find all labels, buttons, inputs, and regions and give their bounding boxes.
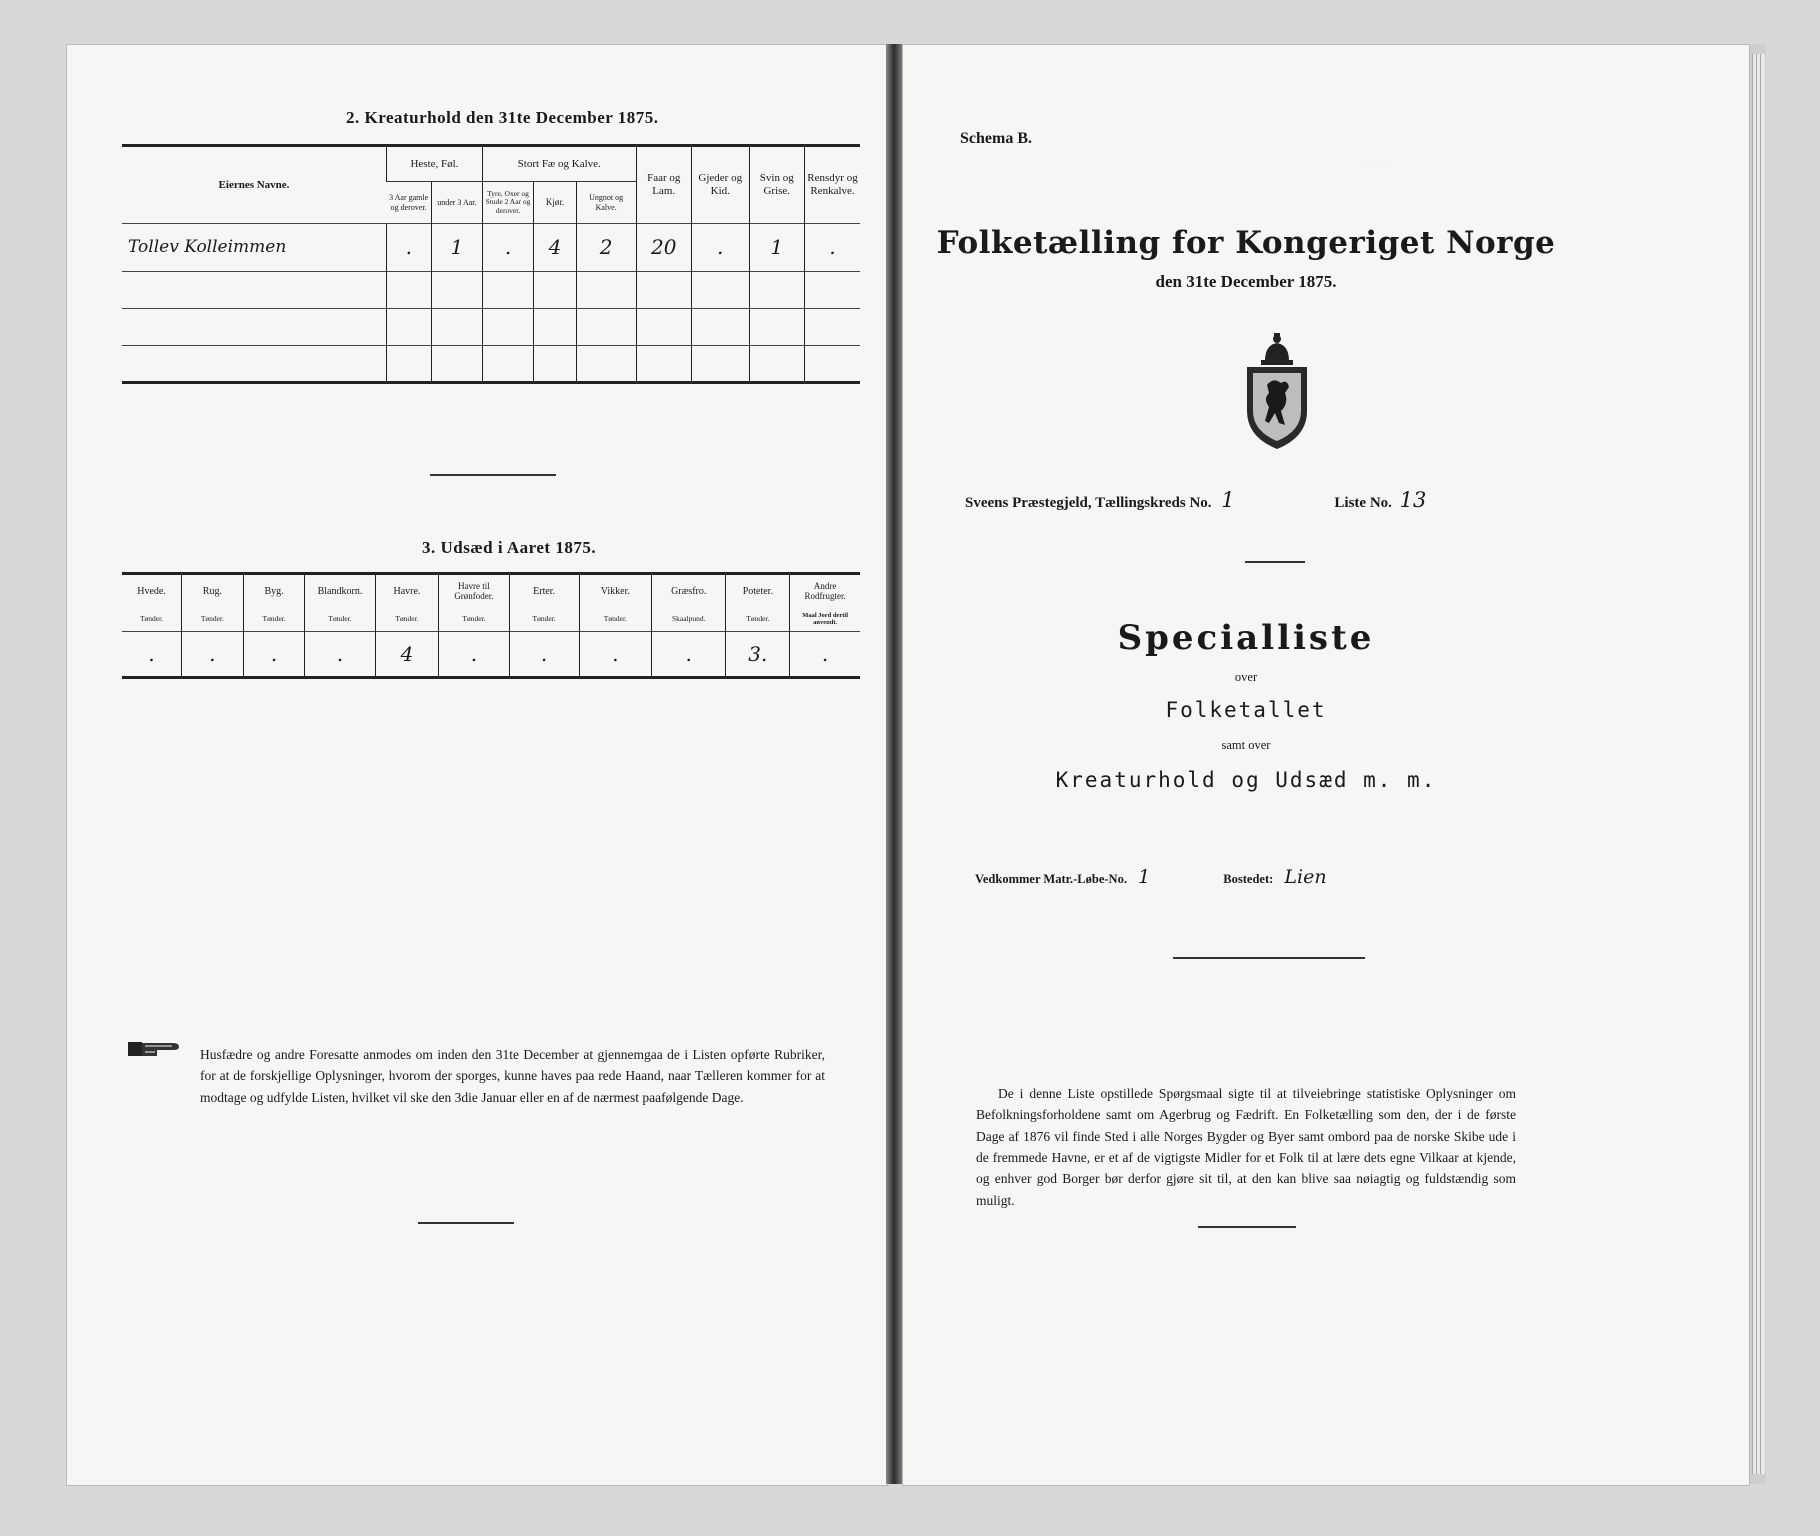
seed-table xyxy=(122,572,860,679)
separator-line xyxy=(1245,561,1305,563)
main-subtitle: den 31te December 1875. xyxy=(1155,272,1337,291)
table-cell: 4 xyxy=(534,224,577,272)
stort-sub-a: Tyre, Oxer og Stude 2 Aar og derover. xyxy=(482,182,533,224)
table-cell: ․ xyxy=(386,224,431,272)
stort-sub-c: Ungnot og Kalve. xyxy=(576,182,636,224)
book-gutter xyxy=(886,44,902,1484)
over-text: over xyxy=(1234,670,1258,684)
section2-title: 2. Kreaturhold den 31te December 1875. xyxy=(346,108,659,127)
liste-label: Liste No. xyxy=(1334,495,1392,511)
table-cell: ․ xyxy=(652,632,726,678)
unit-cell: Tønder. xyxy=(439,608,509,632)
parish-line xyxy=(965,488,1426,512)
col-erter: Erter. xyxy=(509,574,579,608)
bleedthrough: · · · · · xyxy=(1360,160,1392,174)
main-title: Folketælling for Kongeriget Norge xyxy=(936,225,1556,261)
unit-cell: Tønder. xyxy=(509,608,579,632)
col-havre: Havre. xyxy=(375,574,439,608)
table-row xyxy=(122,224,860,272)
svin-header: Svin og Grise. xyxy=(749,146,804,224)
col-rug: Rug. xyxy=(182,574,244,608)
col-byg: Byg. xyxy=(243,574,305,608)
table-cell: 3. xyxy=(726,632,790,678)
parish-label: Sveens Præstegjeld, Tællingskreds No. xyxy=(965,495,1212,511)
liste-number: 13 xyxy=(1399,488,1427,512)
separator-line xyxy=(1198,1226,1296,1228)
table-cell: ․ xyxy=(805,224,861,272)
schema-label: Schema B. xyxy=(960,130,1032,147)
faar-header: Faar og Lam. xyxy=(636,146,691,224)
parish-number: 1 xyxy=(1221,488,1235,512)
matr-line xyxy=(975,866,1327,888)
table-cell: 20 xyxy=(636,224,691,272)
rensdyr-header: Rensdyr og Renkalve. xyxy=(805,146,861,224)
pointing-hand-icon xyxy=(127,1038,181,1060)
bostedet-label: Bostedet: xyxy=(1223,872,1274,886)
stort-fae-header: Stort Fæ og Kalve. xyxy=(482,146,636,182)
heste-header: Heste, Føl. xyxy=(386,146,482,182)
table-cell: ․ xyxy=(439,632,509,678)
section3-title: 3. Udsæd i Aaret 1875. xyxy=(422,538,597,557)
table-row xyxy=(122,632,860,678)
col-poteter: Poteter. xyxy=(726,574,790,608)
gjeder-header: Gjeder og Kid. xyxy=(691,146,749,224)
table-cell: ․ xyxy=(579,632,651,678)
unit-cell: Maal Jord dertil anvendt. xyxy=(790,608,860,632)
col-havre-gronfoder: Havre til Grønfoder. xyxy=(439,574,509,608)
col-blandkorn: Blandkorn. xyxy=(305,574,375,608)
table-cell: ․ xyxy=(482,224,533,272)
table-cell: ․ xyxy=(305,632,375,678)
stort-sub-b: Kjør. xyxy=(534,182,577,224)
unit-cell: Tønder. xyxy=(243,608,305,632)
matr-label: Vedkommer Matr.-Løbe-No. xyxy=(975,872,1127,886)
heste-sub-b: under 3 Aar. xyxy=(431,182,482,224)
unit-cell: Tønder. xyxy=(726,608,790,632)
coat-of-arms-emblem xyxy=(1241,333,1313,451)
unit-cell: Tønder. xyxy=(375,608,439,632)
table-cell: ․ xyxy=(182,632,244,678)
table-cell: ․ xyxy=(509,632,579,678)
table-cell: ․ xyxy=(790,632,860,678)
table-cell: 1 xyxy=(431,224,482,272)
owner-name-cell: Tollev Kolleimmen xyxy=(122,224,386,272)
explanation-paragraph: De i denne Liste opstillede Spørgsmaal sigte til at tilveiebringe statistiske Oplysninger om Befolkningsforholdene samt om Agerbrug og Fædrift. En Folketælling som den, der i de første Dage af 1876 vil finde Sted i alle Norges Bygder og Byer samt ombord paa de norske Skibe ude i de fremmede Havne, er et af de vigtigste Midler for et Folk til at lære dets egne Vilkaar at kjende, og enhver god Borger bør derfor gjøre sit til, at den kan blive saa nøiagtig og fuldstændig som muligt. xyxy=(976,1086,1516,1208)
table-cell: ․ xyxy=(691,224,749,272)
unit-cell: Skaalpund. xyxy=(652,608,726,632)
page-stack-edge xyxy=(1760,54,1765,1474)
unit-cell: Tønder. xyxy=(139,613,164,623)
samt-over-text: samt over xyxy=(1221,738,1271,752)
owner-header: Eiernes Navne. xyxy=(122,146,386,224)
unit-cell: Tønder. xyxy=(579,608,651,632)
table-cell: ․ xyxy=(122,632,182,678)
livestock-table xyxy=(122,144,860,384)
bostedet-value: Lien xyxy=(1284,866,1327,888)
table-cell: 1 xyxy=(749,224,804,272)
col-andre-rodfrugter: Andre Rodfrugter. xyxy=(790,574,860,608)
col-hvede: Hvede. xyxy=(122,574,182,608)
unit-cell: Tønder. xyxy=(305,608,375,632)
matr-number: 1 xyxy=(1138,866,1151,888)
kreaturhold-text: Kreaturhold og Udsæd m. m. xyxy=(1055,768,1437,792)
table-cell: 4 xyxy=(375,632,439,678)
separator-line xyxy=(418,1222,514,1224)
notice-text: Husfædre og andre Foresatte anmodes om inden den 31te December at gjennemgaa de i Listen opførte Rubriker, for at de forskjellige Oplysninger, hvorom der sporges, kunne haves paa rede Haand, naar Tælleren kommer for at modtage og udfylde Listen, hvilket vil ske den 3die Januar eller en af de nærmest paafølgende Dage. xyxy=(200,1047,825,1105)
table-cell: ․ xyxy=(243,632,305,678)
heste-sub-a: 3 Aar gamle og derover. xyxy=(389,193,429,212)
col-graesfro: Græsfro. xyxy=(652,574,726,608)
col-vikker: Vikker. xyxy=(579,574,651,608)
separator-line xyxy=(430,474,556,476)
separator-line xyxy=(1173,957,1365,959)
table-row xyxy=(122,272,860,309)
unit-cell: Tønder. xyxy=(182,608,244,632)
specialliste-title: Specialliste xyxy=(1117,618,1375,658)
table-row xyxy=(122,309,860,346)
folketallet-text: Folketallet xyxy=(1165,698,1327,722)
table-cell: 2 xyxy=(576,224,636,272)
table-row xyxy=(122,346,860,383)
